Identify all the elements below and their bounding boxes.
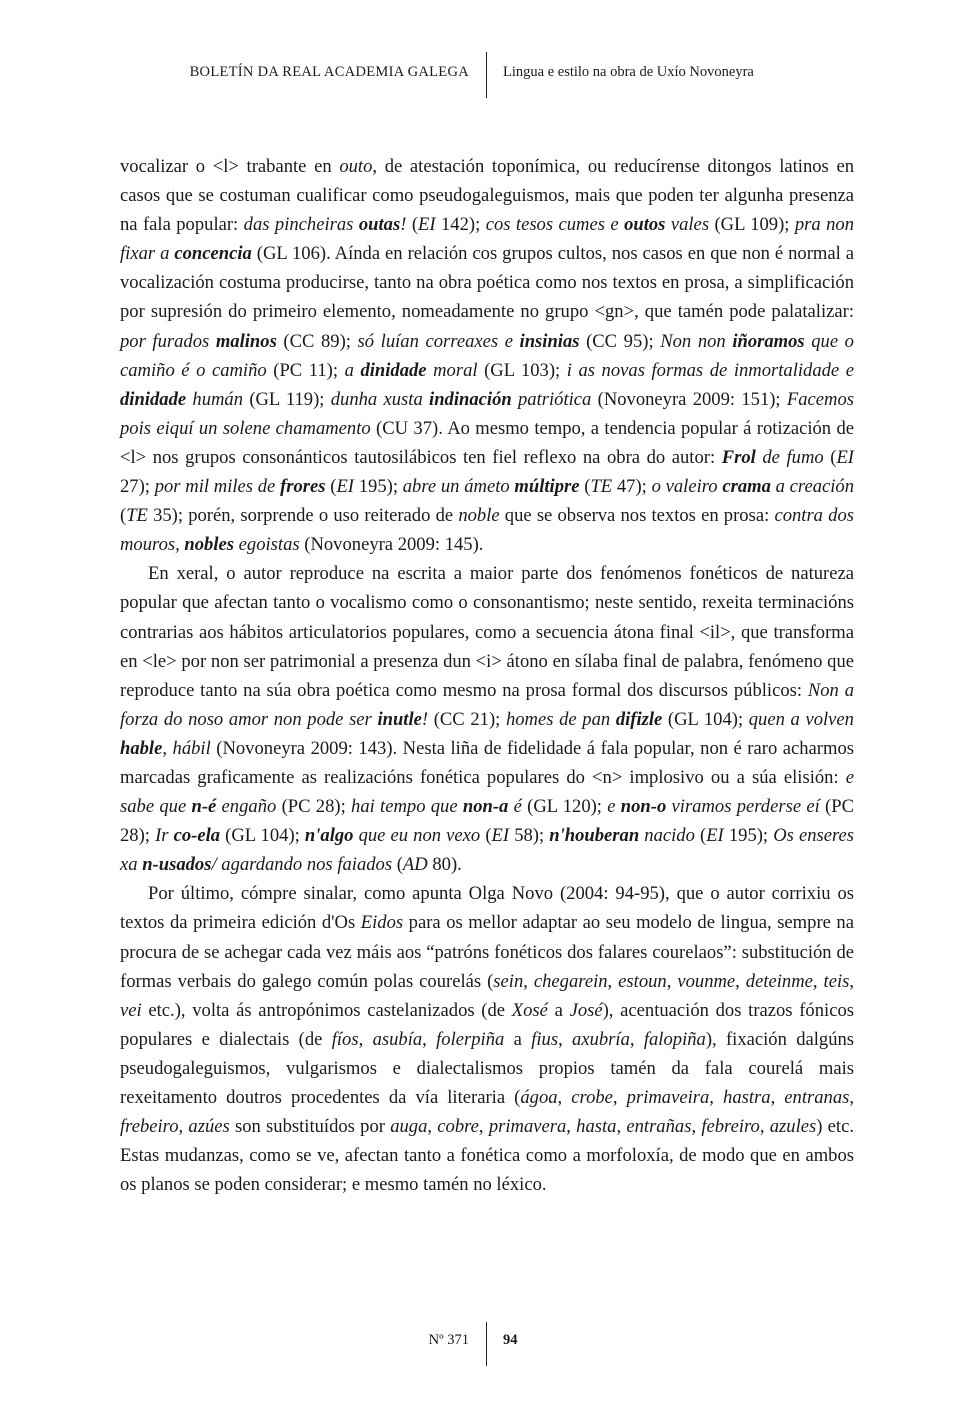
citation-run: noble	[458, 505, 500, 527]
citation-run: malinos	[215, 330, 277, 352]
citation-run: hastra	[723, 1087, 771, 1108]
text-run: (	[392, 854, 403, 876]
text-run: (GL 119);	[243, 388, 331, 410]
text-run: (GL 103);	[477, 359, 567, 381]
text-run: (	[823, 446, 837, 468]
text-run: ,	[759, 1116, 770, 1138]
citation-run: hai tempo que	[351, 796, 463, 818]
citation-run: primavera	[488, 1116, 567, 1138]
citation-run: Ir	[155, 825, 174, 847]
citation-run: TE	[126, 505, 148, 527]
citation-run: axubría	[572, 1028, 630, 1050]
text-run: (PC 28);	[276, 796, 352, 818]
citation-run: sein	[493, 970, 524, 992]
citation-run: viramos perderse eí	[666, 796, 820, 818]
citation-run: concencia	[174, 243, 252, 265]
article-title: Lingua e estilo na obra de Uxío Novoneyra	[503, 64, 754, 80]
running-header	[0, 52, 975, 98]
text-run: ,	[849, 970, 855, 992]
text-run: ,	[666, 970, 678, 992]
text-run: (CC 89);	[276, 330, 358, 352]
citation-run: fius	[531, 1028, 559, 1050]
text-run: (	[325, 476, 337, 498]
text-run: son substituídos por	[229, 1116, 391, 1138]
text-run: ,	[358, 1028, 373, 1050]
citation-run: Non non	[660, 330, 733, 352]
citation-run: vounme	[677, 970, 736, 992]
text-run: ,	[478, 1116, 489, 1138]
text-run: (PC 11);	[266, 359, 345, 381]
paragraph	[120, 879, 854, 1199]
citation-run: quen a volven	[748, 708, 854, 730]
citation-run: outo	[339, 156, 373, 177]
citation-run: i as novas formas de inmortalidade e	[566, 359, 854, 381]
citation-run: insinias	[519, 330, 580, 352]
citation-run: EI	[491, 825, 510, 847]
citation-run: por furados	[120, 330, 216, 352]
text-run: ,	[422, 1028, 437, 1050]
text-run: ,	[557, 1087, 572, 1108]
citation-run: a	[344, 359, 361, 381]
text-run: para os mellor adaptar ao seu modelo de lingua, sempre na procura de se achegar cada vez máis aos “patróns fonéticos dos falares courelaos”: substitución de formas verbais do galego común polas courelás (	[120, 912, 854, 992]
citation-run: Non a forza do noso amor non pode ser	[120, 679, 854, 730]
text-run: (Novoneyra 2009: 143). Nesta liña de fidelidade á fala popular, non é raro acharmos marcadas graficamente as realizacións fonética populares do <n> implosivo ou a súa elisión:	[120, 737, 854, 788]
journal-title: BOLETÍN DA REAL ACADEMIA GALEGA	[189, 64, 469, 80]
citation-run: múltipre	[514, 476, 580, 498]
paragraph	[120, 559, 854, 879]
citation-run: só luían correaxes e	[357, 330, 520, 352]
citation-run: dinidade	[120, 388, 187, 410]
citation-run: a creación	[770, 476, 855, 498]
citation-run: crobe	[571, 1087, 613, 1108]
text-run: vocalizar o <l> trabante en	[120, 156, 340, 177]
text-run: a	[547, 999, 570, 1021]
citation-run: egoistas	[234, 534, 300, 556]
text-run: a	[504, 1028, 532, 1050]
text-run: ,	[709, 1087, 724, 1108]
citation-run: EI	[706, 825, 724, 847]
text-run: ,	[849, 1087, 855, 1108]
citation-run: pra non fixar a	[120, 214, 855, 265]
text-run: ,	[607, 970, 619, 992]
citation-run: difizle	[615, 708, 663, 730]
citation-run: Xosé	[511, 999, 548, 1021]
citation-run: frores	[280, 476, 326, 498]
citation-run: n-usados	[142, 854, 212, 876]
text-run: 142);	[435, 214, 486, 236]
text-run: (GL 104);	[220, 825, 305, 847]
citation-run: / agardando nos faiados	[211, 854, 393, 876]
citation-run: falopiña	[643, 1028, 706, 1050]
text-run: ,	[427, 1116, 438, 1138]
citation-run: teis	[823, 970, 850, 992]
text-run: 35); porén, sorprende o uso reiterado de	[147, 505, 459, 527]
citation-run: patriótica	[511, 388, 592, 410]
text-run: (Novoneyra 2009: 145).	[299, 534, 484, 556]
citation-run: entrañas	[626, 1116, 692, 1138]
citation-run: co-ela	[173, 825, 221, 847]
citation-run: azules	[769, 1116, 817, 1138]
citation-run: AD	[402, 854, 428, 876]
citation-run: homes de pan	[505, 708, 616, 730]
citation-run: febreiro	[701, 1116, 760, 1138]
citation-run: fíos	[331, 1028, 359, 1050]
citation-run: o valeiro	[651, 476, 723, 498]
citation-run: e sabe que	[120, 766, 854, 818]
citation-run: outas	[358, 214, 401, 236]
citation-run: EI	[836, 446, 854, 468]
text-run: (	[480, 825, 492, 847]
citation-run: hasta	[576, 1116, 617, 1138]
text-run: 58);	[509, 825, 550, 847]
text-run: ), acentuación dos trazos fónicos populares e dialectais (de	[120, 999, 854, 1050]
text-run: que se observa nos textos en prosa:	[499, 505, 775, 527]
text-run: ,	[812, 970, 824, 992]
citation-run: TE	[590, 476, 613, 498]
citation-run: nobles	[184, 534, 234, 556]
citation-run: non-a	[462, 796, 509, 818]
text-run: ,	[616, 1116, 627, 1138]
citation-run: n'houberan	[549, 825, 640, 847]
citation-run: contra dos mouros,	[120, 505, 854, 556]
text-run: ), fixación dalgúns pseudogaleguismos, vulgarismos e dialectalismos propios tamén da fala courelá mais rexeitamento doutros procedentes da vía literaria (	[120, 1028, 855, 1108]
citation-run: deteinme	[745, 970, 813, 992]
citation-run: Facemos pois eiquí un solene chamamento	[120, 388, 855, 439]
paragraph	[120, 152, 854, 559]
citation-run: !	[400, 214, 407, 236]
text-run: (GL 109);	[709, 214, 795, 236]
citation-run: abre un ámeto	[402, 476, 515, 498]
citation-run: !	[421, 708, 429, 730]
citation-run: indinación	[429, 388, 512, 410]
issue-number: Nº 371	[428, 1332, 469, 1348]
citation-run: Eidos	[360, 912, 404, 934]
citation-run: folerpiña	[436, 1028, 505, 1050]
text-run: (CC 21);	[428, 708, 506, 730]
citation-run: primaveira	[626, 1087, 710, 1108]
citation-run: que eu non vexo	[353, 825, 481, 847]
citation-run: vales	[665, 214, 710, 236]
citation-run: EI	[336, 476, 355, 498]
citation-run: José	[569, 999, 603, 1021]
citation-run: Frol	[721, 446, 756, 468]
text-run: (	[406, 214, 419, 236]
text-run: ,	[770, 1087, 785, 1108]
citation-run: entranas	[784, 1087, 850, 1108]
text-run: (CU 37). Ao mesmo tempo, a tendencia popular á rotización de <l> nos grupos consonánticos tautosilábicos ten fiel reflexo na obra do autor:	[120, 417, 854, 468]
citation-run: é	[508, 796, 522, 818]
citation-run: dinidade	[360, 359, 427, 381]
citation-run: crama	[722, 476, 771, 498]
text-run: (GL 120);	[521, 796, 608, 818]
citation-run: Os enseres xa	[120, 825, 855, 876]
citation-run: n-é	[191, 796, 217, 818]
citation-run: cobre	[437, 1116, 479, 1138]
citation-run: non-o	[620, 796, 667, 818]
citation-run: que o camiño é o camiño	[120, 330, 854, 381]
text-run: ,	[691, 1116, 702, 1138]
text-run: Por último, cómpre sinalar, como apunta Olga Novo (2004: 94-95), que o autor corrixiu os textos da primeira edición d'Os	[120, 883, 854, 934]
citation-run: , hábil	[162, 737, 211, 759]
citation-run: n'algo	[304, 825, 354, 847]
text-run: 195);	[354, 476, 403, 498]
citation-run: azúes	[188, 1116, 230, 1138]
text-run: ,	[735, 970, 746, 992]
body-text	[120, 152, 854, 1199]
footer-divider	[486, 1322, 487, 1366]
text-run: ,	[523, 970, 534, 992]
citation-run: vei	[120, 999, 142, 1021]
citation-run: engaño	[216, 796, 277, 818]
citation-run: asubía	[372, 1028, 423, 1050]
text-run: (Novoneyra 2009: 151);	[591, 388, 787, 410]
text-run: En xeral, o autor reproduce na escrita a maior parte dos fenómenos fonéticos de natureza popular que afectan tanto o vocalismo como o consonantismo; neste sentido, rexeita terminacións contrarias aos hábitos articulatorios populares, como a secuencia átona final <il>, que transforma en <le> por non ser patrimonial a presenza dun <i> átono en sílaba final de palabra, fenómeno que reproduce tanto na súa obra poética como mesmo na prosa formal dos discursos públicos:	[120, 563, 854, 701]
header-divider	[486, 52, 487, 98]
citation-run: hable	[120, 737, 163, 759]
text-run: (	[694, 825, 707, 847]
text-run: (GL 104);	[662, 708, 749, 730]
citation-run: moral	[426, 359, 478, 381]
citation-run: cos tesos cumes e	[485, 214, 625, 236]
text-run: ,	[566, 1116, 577, 1138]
citation-run: outos	[624, 214, 666, 236]
text-run: 80).	[427, 854, 462, 876]
text-run: ,	[558, 1028, 573, 1050]
citation-run: EI	[418, 214, 436, 236]
citation-run: frebeiro	[120, 1116, 179, 1138]
text-run: etc.), volta ás antropónimos castelanizados (de	[141, 999, 512, 1021]
text-run: 47);	[612, 476, 652, 498]
text-run: ,	[612, 1087, 627, 1108]
text-run: (CC 95);	[579, 330, 661, 352]
citation-run: das pincheiras	[243, 214, 359, 236]
citation-run: e	[607, 796, 621, 818]
text-run: (	[120, 505, 127, 527]
citation-run: por mil miles de	[154, 476, 281, 498]
text-run: (PC 28);	[120, 796, 854, 847]
text-run: , de atestación toponímica, ou reducírense ditongos latinos en casos que se costuman cualificar como pseudogaleguismos, mais que poden ter algunha presenza na fala popular:	[120, 156, 854, 236]
text-run: 27);	[120, 476, 155, 498]
citation-run: dunha xusta	[330, 388, 430, 410]
citation-run: nacido	[639, 825, 695, 847]
citation-run: inutle	[377, 708, 422, 730]
citation-run: estoun	[618, 970, 667, 992]
citation-run: humán	[186, 388, 244, 410]
text-run: ,	[629, 1028, 644, 1050]
citation-run: ágoa	[520, 1087, 558, 1108]
text-run: 195);	[723, 825, 774, 847]
citation-run: chegarein	[533, 970, 608, 992]
citation-run: de fumo	[755, 446, 824, 468]
page-number: 94	[503, 1332, 518, 1348]
text-run: (GL 106). Aínda en relación cos grupos cultos, nos casos en que non é normal a vocalización costuma producirse, tanto na obra poética como nos textos en prosa, a simplificación por supresión do primeiro elemento, nomeadamente no grupo <gn>, que tamén pode palatalizar:	[120, 243, 855, 323]
text-run: ,	[178, 1116, 189, 1138]
text-run: ) etc. Estas mudanzas, como se ve, afectan tanto a fonética como a morfoloxía, de modo que en ambos os planos se poden considerar; e mesmo tamén no léxico.	[120, 1116, 854, 1196]
text-run: (	[579, 476, 591, 498]
running-footer	[0, 1322, 975, 1366]
citation-run: auga	[390, 1116, 428, 1138]
citation-run: iñoramos	[732, 330, 805, 352]
